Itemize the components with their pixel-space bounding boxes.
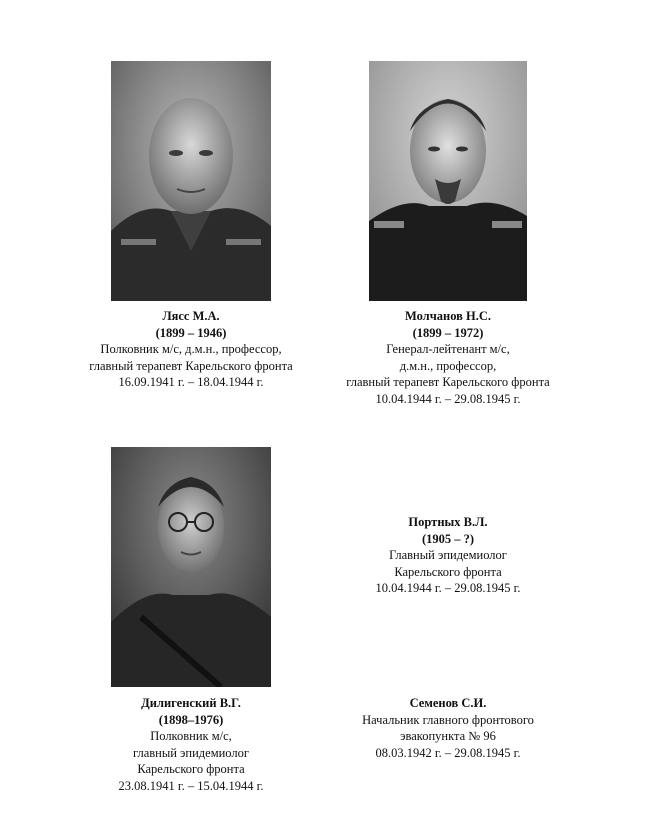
caption-line: Полковник м/с, д.м.н., профессор,	[100, 342, 282, 356]
caption-line: Генерал-лейтенант м/с,	[386, 342, 510, 356]
portrait-photo-diligensky	[111, 447, 271, 687]
person-name: Семенов С.И.	[409, 696, 487, 710]
person-years: (1899 – 1972)	[412, 325, 484, 340]
person-name: Дилигенский В.Г.	[141, 696, 241, 710]
portrait-photo-molchanov	[369, 61, 527, 301]
caption-line: 23.08.1941 г. – 15.04.1944 г.	[118, 778, 264, 793]
caption-line: 10.04.1944 г. – 29.08.1945 г.	[375, 391, 521, 406]
caption-molchanov	[318, 308, 578, 407]
caption-line: Карельского фронта	[137, 762, 245, 776]
person-name: Портных В.Л.	[408, 515, 488, 529]
caption-portnykh	[318, 514, 578, 597]
portrait-photo-lyass	[111, 61, 271, 301]
caption-line: главный терапевт Карельского фронта	[346, 375, 550, 389]
caption-line: главный эпидемиолог	[132, 745, 250, 760]
person-years: (1898–1976)	[158, 712, 224, 727]
person-years: (1899 – 1946)	[155, 325, 227, 340]
person-name: Лясс М.А.	[162, 309, 220, 323]
caption-line: главный терапевт Карельского фронта	[89, 358, 293, 373]
caption-line: Начальник главного фронтового	[362, 712, 534, 727]
caption-line: Карельского фронта	[394, 564, 502, 579]
caption-line: 08.03.1942 г. – 29.08.1945 г.	[375, 745, 521, 760]
caption-line: 16.09.1941 г. – 18.04.1944 г.	[118, 375, 264, 389]
caption-semenov	[318, 695, 578, 761]
person-years: (1905 – ?)	[421, 531, 475, 546]
caption-line: д.м.н., профессор,	[399, 358, 497, 373]
caption-line: Полковник м/с,	[150, 729, 232, 743]
caption-line: эвакопункта № 96	[400, 729, 496, 743]
person-name: Молчанов Н.С.	[404, 309, 492, 323]
caption-line: Главный эпидемиолог	[389, 548, 507, 562]
caption-line: 10.04.1944 г. – 29.08.1945 г.	[375, 581, 521, 595]
caption-lyass	[61, 308, 321, 391]
caption-diligensky	[61, 695, 321, 794]
